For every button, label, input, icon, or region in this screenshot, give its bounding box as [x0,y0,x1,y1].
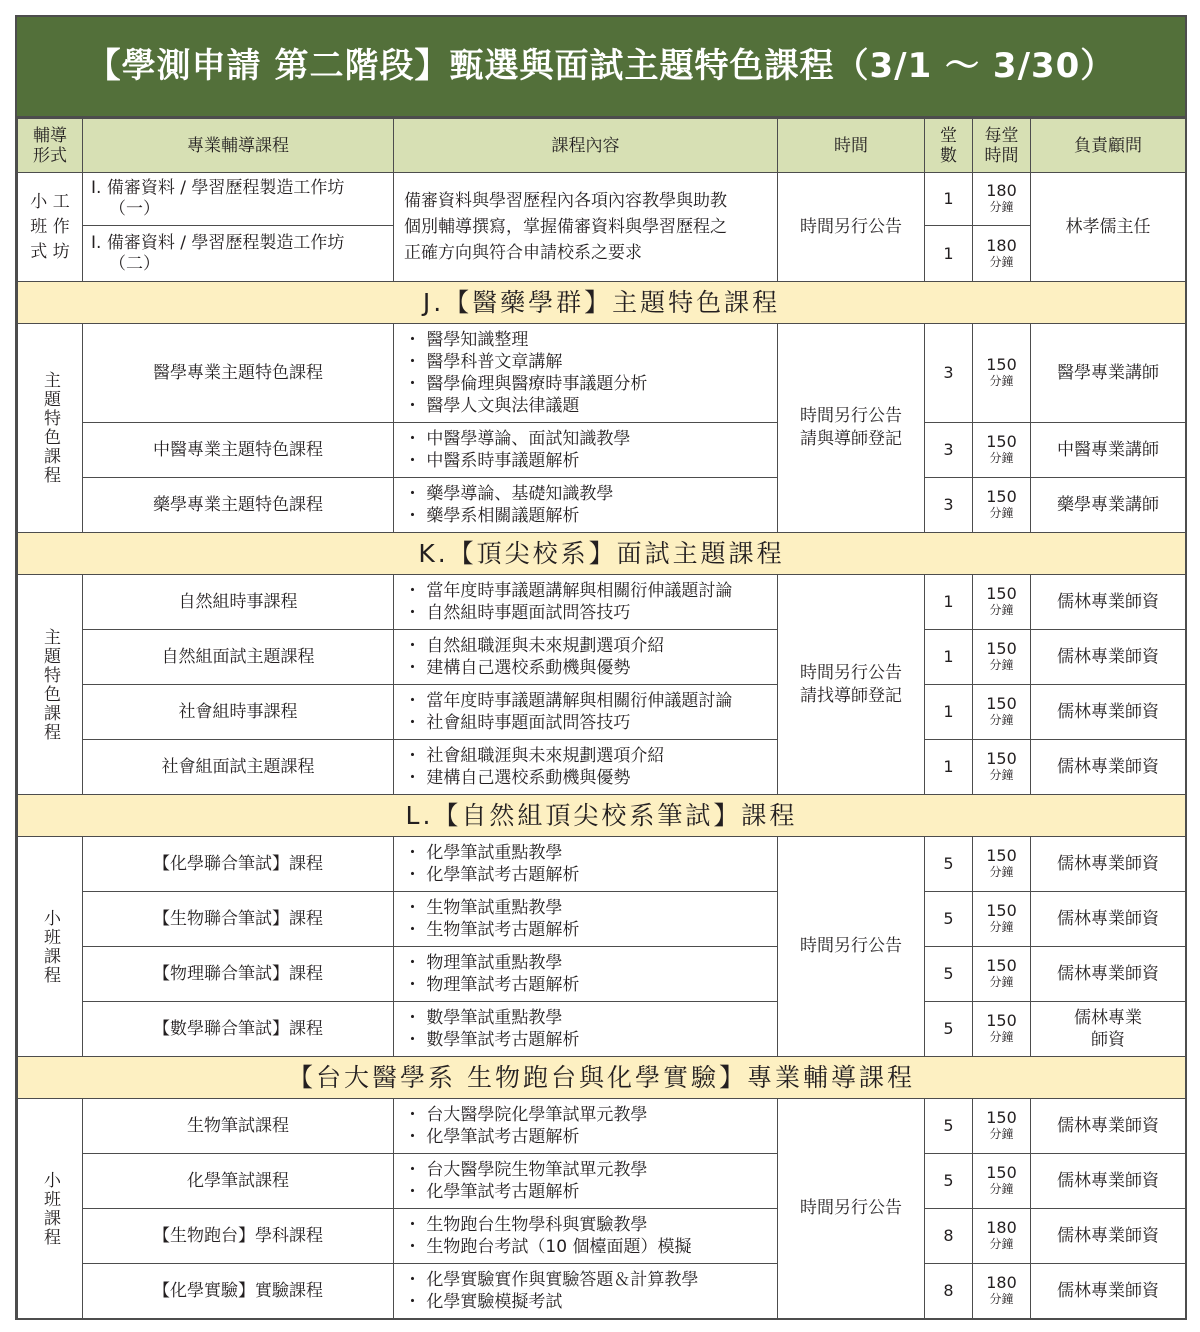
advisor-cell [1031,947,1186,1002]
duration-unit: 分鐘 [989,1292,1014,1306]
session-count: 5 [925,837,973,892]
course-name: 醫學專業主題特色課程 [83,324,394,423]
duration-value: 150 [986,1011,1017,1030]
bullet-text: 數學筆試考古題解析 [426,1030,580,1050]
bullet-text: 自然組時事題面試問答技巧 [426,603,631,623]
content-cell [394,1154,778,1209]
form-label: 主題特色課程 [40,627,60,742]
bullet-text: 物理筆試重點教學 [426,953,563,973]
course-sheet [15,15,1187,1320]
bullet-mark: ・ [404,1182,427,1202]
duration-unit: 分鐘 [989,975,1014,989]
content-cell [394,173,778,282]
duration-value: 180 [986,1218,1017,1237]
course-name-line: I. 備審資料 / 學習歷程製造工作坊 [91,178,345,198]
course-name: 【數學聯合筆試】課程 [83,1002,394,1057]
content-cell [394,685,778,740]
duration-cell [973,173,1031,226]
course-row [18,1099,1186,1154]
duration-unit: 分鐘 [989,603,1014,617]
content-cell [394,423,778,478]
bullet-text: 當年度時事議題講解與相關衍伸議題討論 [426,691,733,711]
form-label: 主題特色課程 [40,371,60,485]
duration-unit: 分鐘 [989,658,1014,672]
duration-cell [973,1099,1031,1154]
section-row [18,533,1186,575]
content-cell [394,740,778,795]
content-bullet [404,1159,771,1181]
course-name: 中醫專業主題特色課程 [83,423,394,478]
bullet-mark: ・ [404,506,427,526]
duration-value: 150 [986,432,1017,451]
duration-value: 150 [986,1108,1017,1127]
advisor-name: 儒林專業師資 [1057,647,1159,667]
course-name-line: I. 備審資料 / 學習歷程製造工作坊 [91,232,345,253]
duration-value: 150 [986,639,1017,658]
course-row [18,892,1186,947]
advisor-name: 儒林專業師資 [1057,702,1159,722]
duration-cell [973,630,1031,685]
advisor-name: 儒林專業師資 [1057,1226,1159,1246]
bullet-text: 數學筆試重點教學 [426,1008,563,1028]
bullet-mark: ・ [404,843,427,863]
content-bullet [404,657,771,679]
bullet-mark: ・ [404,636,427,656]
content-bullet [404,842,771,864]
content-cell [394,1209,778,1264]
form-cell [18,575,83,795]
course-name: 【生物聯合筆試】課程 [83,892,394,947]
course-name [83,226,394,282]
session-count: 8 [925,1209,973,1264]
time-text: 時間另行公告 [800,662,902,683]
duration-cell [973,837,1031,892]
bullet-text: 生物筆試重點教學 [426,898,563,918]
content-bullet [404,428,771,450]
advisor-name: 師資 [1091,1030,1125,1050]
bullet-mark: ・ [404,1030,427,1050]
bullet-text: 中醫學導論、面試知識教學 [426,429,631,449]
session-count: 1 [925,575,973,630]
bullet-text: 台大醫學院生物筆試單元教學 [426,1160,648,1180]
header-time: 時間 [778,119,925,173]
course-name: 藥學專業主題特色課程 [83,478,394,533]
form-cell [18,1099,83,1319]
course-row [18,1002,1186,1057]
course-name: 生物筆試課程 [83,1099,394,1154]
bullet-mark: ・ [404,768,427,788]
duration-cell [973,1154,1031,1209]
duration-value: 180 [986,235,1017,255]
time-cell [778,1099,925,1319]
form-label: 式 坊 [30,241,70,262]
bullet-mark: ・ [404,746,427,766]
advisor-name: 儒林專業 [1074,1008,1142,1028]
course-row [18,1264,1186,1319]
time-text: 時間另行公告 [800,1198,902,1218]
advisor-name: 儒林專業師資 [1057,854,1159,874]
bullet-text: 藥學系相關議題解析 [426,506,580,526]
bullet-text: 生物跑台生物學科與實驗教學 [426,1215,648,1235]
advisor-cell [1031,1002,1186,1057]
duration-value: 150 [986,584,1017,603]
bullet-text: 化學實驗模擬考試 [426,1292,563,1312]
time-cell [778,575,925,795]
content-cell [394,947,778,1002]
content-bullet [404,767,771,789]
bullet-mark: ・ [404,1008,427,1028]
session-count: 3 [925,423,973,478]
duration-value: 150 [986,901,1017,920]
advisor-cell [1031,575,1186,630]
content-cell [394,1264,778,1319]
time-cell [778,837,925,1057]
course-row [18,423,1186,478]
content-bullet [404,1181,771,1203]
bullet-mark: ・ [404,1270,427,1290]
bullet-text: 醫學人文與法律議題 [426,396,580,416]
time-text: 時間另行公告 [800,406,902,426]
advisor-name: 儒林專業師資 [1057,757,1159,777]
form-cell [18,837,83,1057]
course-row [18,740,1186,795]
advisor-cell [1031,837,1186,892]
course-row [18,1154,1186,1209]
bullet-text: 物理筆試考古題解析 [426,975,580,995]
advisor-name: 儒林專業師資 [1057,964,1159,984]
advisor-cell [1031,324,1186,423]
time-cell [778,324,925,533]
bullet-text: 化學實驗實作與實驗答題＆計算教學 [426,1270,699,1290]
bullet-mark: ・ [404,352,427,372]
duration-cell [973,892,1031,947]
header-form: 輔導 形式 [18,119,83,173]
course-name: 化學筆試課程 [83,1154,394,1209]
bullet-mark: ・ [404,1127,427,1147]
advisor-name: 醫學專業講師 [1057,363,1159,383]
course-name: 社會組時事課程 [83,685,394,740]
content-bullet [404,580,771,602]
bullet-mark: ・ [404,865,427,885]
bullet-mark: ・ [404,1105,427,1125]
course-name: 社會組面試主題課程 [83,740,394,795]
duration-unit: 分鐘 [989,713,1014,727]
time-text: 時間另行公告 [800,216,902,237]
course-name: 【物理聯合筆試】課程 [83,947,394,1002]
section-title: K.【頂尖校系】面試主題課程 [18,533,1186,575]
content-cell [394,630,778,685]
header-sessions: 堂 數 [925,119,973,173]
session-count: 5 [925,1099,973,1154]
session-count: 1 [925,740,973,795]
bullet-mark: ・ [404,1237,427,1257]
course-name: 自然組時事課程 [83,575,394,630]
time-text: 請找導師登記 [800,685,902,706]
duration-cell [973,1264,1031,1319]
duration-cell [973,226,1031,282]
content-cell [394,478,778,533]
content-bullet [404,373,771,395]
bullet-text: 生物跑台考試（10 個檯面題）模擬 [426,1237,692,1257]
bullet-text: 生物筆試考古題解析 [426,920,580,940]
content-bullet [404,712,771,734]
content-bullet [404,745,771,767]
content-line: 個別輔導撰寫，掌握備審資料與學習歷程之 [404,217,727,237]
content-cell [394,892,778,947]
course-row [18,1209,1186,1264]
content-bullet [404,395,771,417]
course-name [83,173,394,226]
advisor-cell: 林孝儒主任 [1031,173,1186,282]
duration-cell [973,740,1031,795]
advisor-name: 儒林專業師資 [1057,909,1159,929]
content-bullet [404,329,771,351]
advisor-cell [1031,685,1186,740]
duration-unit: 分鐘 [989,1237,1014,1251]
bullet-mark: ・ [404,603,427,623]
duration-unit: 分鐘 [989,374,1014,388]
content-bullet [404,602,771,624]
advisor-cell [1031,1264,1186,1319]
content-bullet [404,1104,771,1126]
content-cell [394,837,778,892]
bullet-text: 化學筆試考古題解析 [426,1127,580,1147]
course-name: 自然組面試主題課程 [83,630,394,685]
section-title: L.【自然組頂尖校系筆試】課程 [18,795,1186,837]
advisor-cell [1031,630,1186,685]
content-bullet [404,974,771,996]
duration-value: 150 [986,846,1017,865]
duration-cell [973,1209,1031,1264]
content-cell [394,324,778,423]
header-row [18,119,1186,173]
course-row [18,947,1186,1002]
header-duration: 每堂 時間 [973,119,1031,173]
content-cell [394,1099,778,1154]
bullet-text: 藥學導論、基礎知識教學 [426,484,614,504]
content-bullet [404,450,771,472]
bullet-text: 化學筆試考古題解析 [426,1182,580,1202]
content-bullet [404,1029,771,1051]
duration-unit: 分鐘 [989,1182,1014,1196]
form-label: 小班課程 [40,1170,60,1247]
time-cell [778,173,925,282]
bullet-mark: ・ [404,484,427,504]
duration-unit: 分鐘 [989,254,1014,269]
duration-value: 150 [986,749,1017,768]
form-label: 小 工 [30,191,70,212]
content-bullet [404,1126,771,1148]
bullet-text: 社會組職涯與未來規劃選項介紹 [426,746,665,766]
content-cell [394,575,778,630]
bullet-text: 醫學倫理與醫療時事議題分析 [426,374,648,394]
session-count: 5 [925,892,973,947]
duration-value: 150 [986,355,1017,374]
bullet-text: 化學筆試考古題解析 [426,865,580,885]
duration-unit: 分鐘 [989,865,1014,879]
page-title: 【學測申請 第二階段】甄選與面試主題特色課程（3/1 ～ 3/30） [17,17,1185,118]
section-row [18,282,1186,324]
bullet-mark: ・ [404,953,427,973]
advisor-name: 儒林專業師資 [1057,1116,1159,1136]
advisor-cell [1031,478,1186,533]
content-bullet [404,483,771,505]
bullet-mark: ・ [404,658,427,678]
duration-cell [973,423,1031,478]
bullet-text: 當年度時事議題講解與相關衍伸議題討論 [426,581,733,601]
session-count: 8 [925,1264,973,1319]
session-count: 1 [925,173,973,226]
duration-unit: 分鐘 [989,506,1014,520]
bullet-mark: ・ [404,451,427,471]
bullet-text: 建構自己選校系動機與優勢 [426,658,631,678]
section-title: J.【醫藥學群】主題特色課程 [18,282,1186,324]
bullet-mark: ・ [404,713,427,733]
duration-value: 150 [986,1163,1017,1182]
bullet-text: 化學筆試重點教學 [426,843,563,863]
course-row [18,478,1186,533]
course-row [18,685,1186,740]
duration-value: 150 [986,956,1017,975]
content-bullet [404,1291,771,1313]
content-bullet [404,1007,771,1029]
course-row [18,575,1186,630]
content-bullet [404,897,771,919]
bullet-text: 台大醫學院化學筆試單元教學 [426,1105,648,1125]
bullet-mark: ・ [404,1215,427,1235]
course-name-line: （一） [109,199,160,219]
form-label: 班 作 [30,216,70,237]
session-count: 1 [925,630,973,685]
duration-cell [973,575,1031,630]
bullet-text: 自然組職涯與未來規劃選項介紹 [426,636,665,656]
content-bullet [404,1236,771,1258]
content-line: 正確方向與符合申請校系之要求 [404,243,642,263]
bullet-text: 建構自己選校系動機與優勢 [426,768,631,788]
course-name: 【化學聯合筆試】課程 [83,837,394,892]
duration-unit: 分鐘 [989,451,1014,465]
course-row [18,173,1186,226]
content-bullet [404,635,771,657]
duration-unit: 分鐘 [989,200,1014,214]
content-cell [394,1002,778,1057]
bullet-text: 中醫系時事議題解析 [426,451,580,471]
session-count: 3 [925,324,973,423]
course-name: 【生物跑台】學科課程 [83,1209,394,1264]
session-count: 5 [925,1002,973,1057]
bullet-mark: ・ [404,1160,427,1180]
advisor-cell [1031,1099,1186,1154]
bullet-mark: ・ [404,1292,427,1312]
duration-cell [973,685,1031,740]
content-bullet [404,505,771,527]
content-bullet [404,351,771,373]
bullet-text: 社會組時事題面試問答技巧 [426,713,631,733]
course-row [18,630,1186,685]
section-row [18,795,1186,837]
advisor-cell [1031,423,1186,478]
bullet-mark: ・ [404,975,427,995]
bullet-mark: ・ [404,396,427,416]
session-count: 5 [925,1154,973,1209]
session-count: 5 [925,947,973,1002]
advisor-name: 儒林專業師資 [1057,1171,1159,1191]
content-line: 備審資料與學習歷程內各項內容教學與助教 [404,191,727,211]
course-name: 【化學實驗】實驗課程 [83,1264,394,1319]
advisor-name: 中醫專業講師 [1057,440,1159,460]
section-row [18,1057,1186,1099]
header-course: 專業輔導課程 [83,119,394,173]
bullet-mark: ・ [404,691,427,711]
time-text: 請與導師登記 [800,429,902,449]
course-name-line: （二） [109,253,160,274]
session-count: 3 [925,478,973,533]
content-bullet [404,864,771,886]
header-content: 課程內容 [394,119,778,173]
duration-unit: 分鐘 [989,1030,1014,1044]
time-text: 時間另行公告 [800,936,902,956]
form-label: 小班課程 [40,908,60,985]
duration-value: 180 [986,1273,1017,1292]
bullet-mark: ・ [404,920,427,940]
advisor-name: 藥學專業講師 [1057,495,1159,515]
duration-cell [973,947,1031,1002]
session-count: 1 [925,226,973,282]
content-bullet [404,1269,771,1291]
content-bullet [404,952,771,974]
duration-unit: 分鐘 [989,1127,1014,1141]
content-bullet [404,919,771,941]
bullet-mark: ・ [404,374,427,394]
advisor-cell [1031,892,1186,947]
duration-unit: 分鐘 [989,920,1014,934]
header-advisor: 負責顧問 [1031,119,1186,173]
form-cell [18,173,83,282]
bullet-mark: ・ [404,898,427,918]
duration-value: 180 [986,181,1017,200]
duration-unit: 分鐘 [989,768,1014,782]
advisor-cell [1031,1154,1186,1209]
bullet-mark: ・ [404,581,427,601]
advisor-cell [1031,740,1186,795]
course-row [18,837,1186,892]
form-cell [18,324,83,533]
session-count: 1 [925,685,973,740]
bullet-mark: ・ [404,429,427,449]
bullet-mark: ・ [404,330,427,350]
duration-value: 150 [986,694,1017,713]
bullet-text: 醫學科普文章講解 [426,352,563,372]
advisor-cell [1031,1209,1186,1264]
advisor-name: 儒林專業師資 [1057,1281,1159,1301]
duration-value: 150 [986,487,1017,506]
section-title: 【台大醫學系 生物跑台與化學實驗】專業輔導課程 [18,1057,1186,1099]
course-table [17,118,1186,1319]
duration-cell [973,1002,1031,1057]
bullet-text: 醫學知識整理 [426,330,529,350]
course-row [18,324,1186,423]
content-bullet [404,690,771,712]
duration-cell [973,478,1031,533]
advisor-name: 儒林專業師資 [1057,592,1159,612]
duration-cell [973,324,1031,423]
content-bullet [404,1214,771,1236]
